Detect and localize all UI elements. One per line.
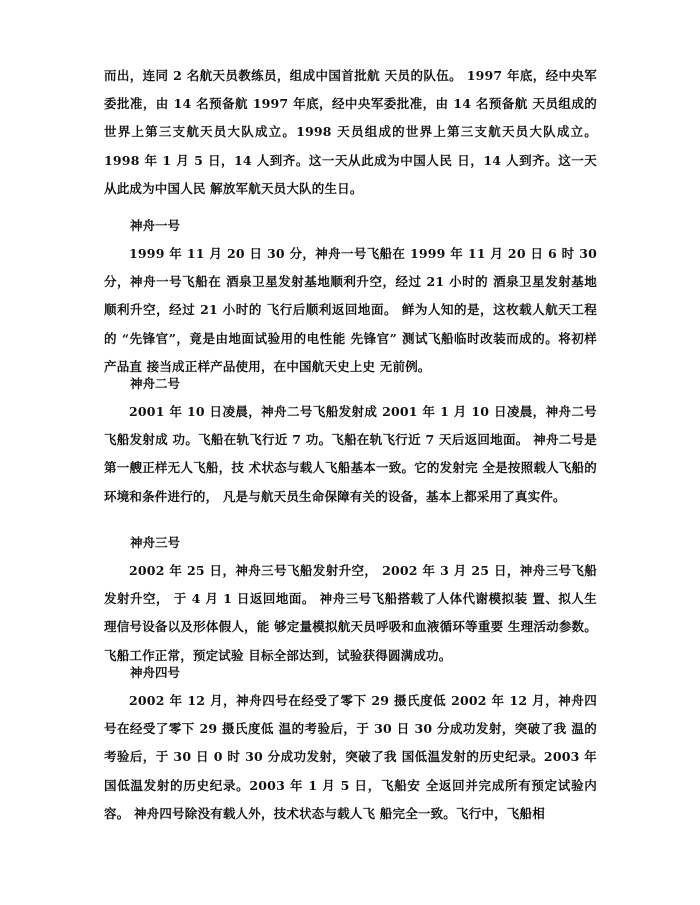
section-body-shenzhou-4: 2002 年 12 月，神舟四号在经受了零下 29 摄氏度低 2002 年 12 月，神舟四号在经受了零下 29 摄氏度低 温的考验后，于 30 日 30 分成功发射，突破了我 温的考验后，于 30 日 0 时 30 分成功发射，突破了我 国低温发射的历史纪录。2003 年 国低温发射的历史纪录。2003 年 1 月 5 日，飞船安 全返回并完成所有预定试验内容。 神舟四号除没有载人外，技术状态与载人飞 船完全一致。飞行中，飞船相 xyxy=(104,693,597,821)
section-body-shenzhou-1: 1999 年 11 月 20 日 30 分，神舟一号飞船在 1999 年 11 月 20 日 6 时 30 分，神舟一号飞船在 酒泉卫星发射基地顺利升空，经过 21 小时的 酒泉卫星发射基地顺利升空，经过 21 小时的 飞行后顺利返回地面。 鲜为人知的是，这枚载人航天工程的 “先锋官”，竟是由地面试验用的电性能 先锋官” 测试飞船临时改装而成的。将初样产品直 接当成正样产品使用，在中国航天史上史 无前例。 xyxy=(104,246,597,374)
section-heading-shenzhou-2: 神舟二号 xyxy=(130,376,181,391)
section-body-shenzhou-2: 2001 年 10 日凌晨，神舟二号飞船发射成 2001 年 1 月 10 日凌晨，神舟二号飞船发射成 功。飞船在轨飞行近 7 功。飞船在轨飞行近 7 天后返回地面。 神舟二号是第一艘正样无人飞船，技 术状态与载人飞船基本一致。它的发射完 全是按照载人飞船的环境和条件进行的， 凡是与航天员生命保障有关的设备，基本上都采用了真实件。 xyxy=(104,404,597,504)
section-body-shenzhou-3: 2002 年 25 日，神舟三号飞船发射升空， 2002 年 3 月 25 日，神舟三号飞船发射升空， 于 4 月 1 日返回地面。 神舟三号飞船搭载了人体代谢模拟装 置、拟人生理信号设备以及形体假人，能 够定量模拟航天员呼吸和血液循环等重要 生理活动参数。飞船工作正常，预定试验 目标全部达到，试验获得圆满成功。 xyxy=(104,563,597,663)
section-heading-shenzhou-3: 神舟三号 xyxy=(130,535,181,550)
section-heading-shenzhou-4: 神舟四号 xyxy=(130,665,181,680)
section-heading-shenzhou-1: 神舟一号 xyxy=(130,218,181,233)
intro-paragraph: 而出，连同 2 名航天员教练员，组成中国首批航 天员的队伍。 1997 年底，经中央军委批准，由 14 名预备航 1997 年底，经中央军委批准，由 14 名预备航 天员组成的世界上第三支航天员大队成立。1998 天员组成的世界上第三支航天员大队成立。1998 年 1 月 5 日，14 人到齐。这一天从此成为中国人民 日，14 人到齐。这一天从此成为中国人民 解放军航天员大队的生日。 xyxy=(104,68,597,196)
